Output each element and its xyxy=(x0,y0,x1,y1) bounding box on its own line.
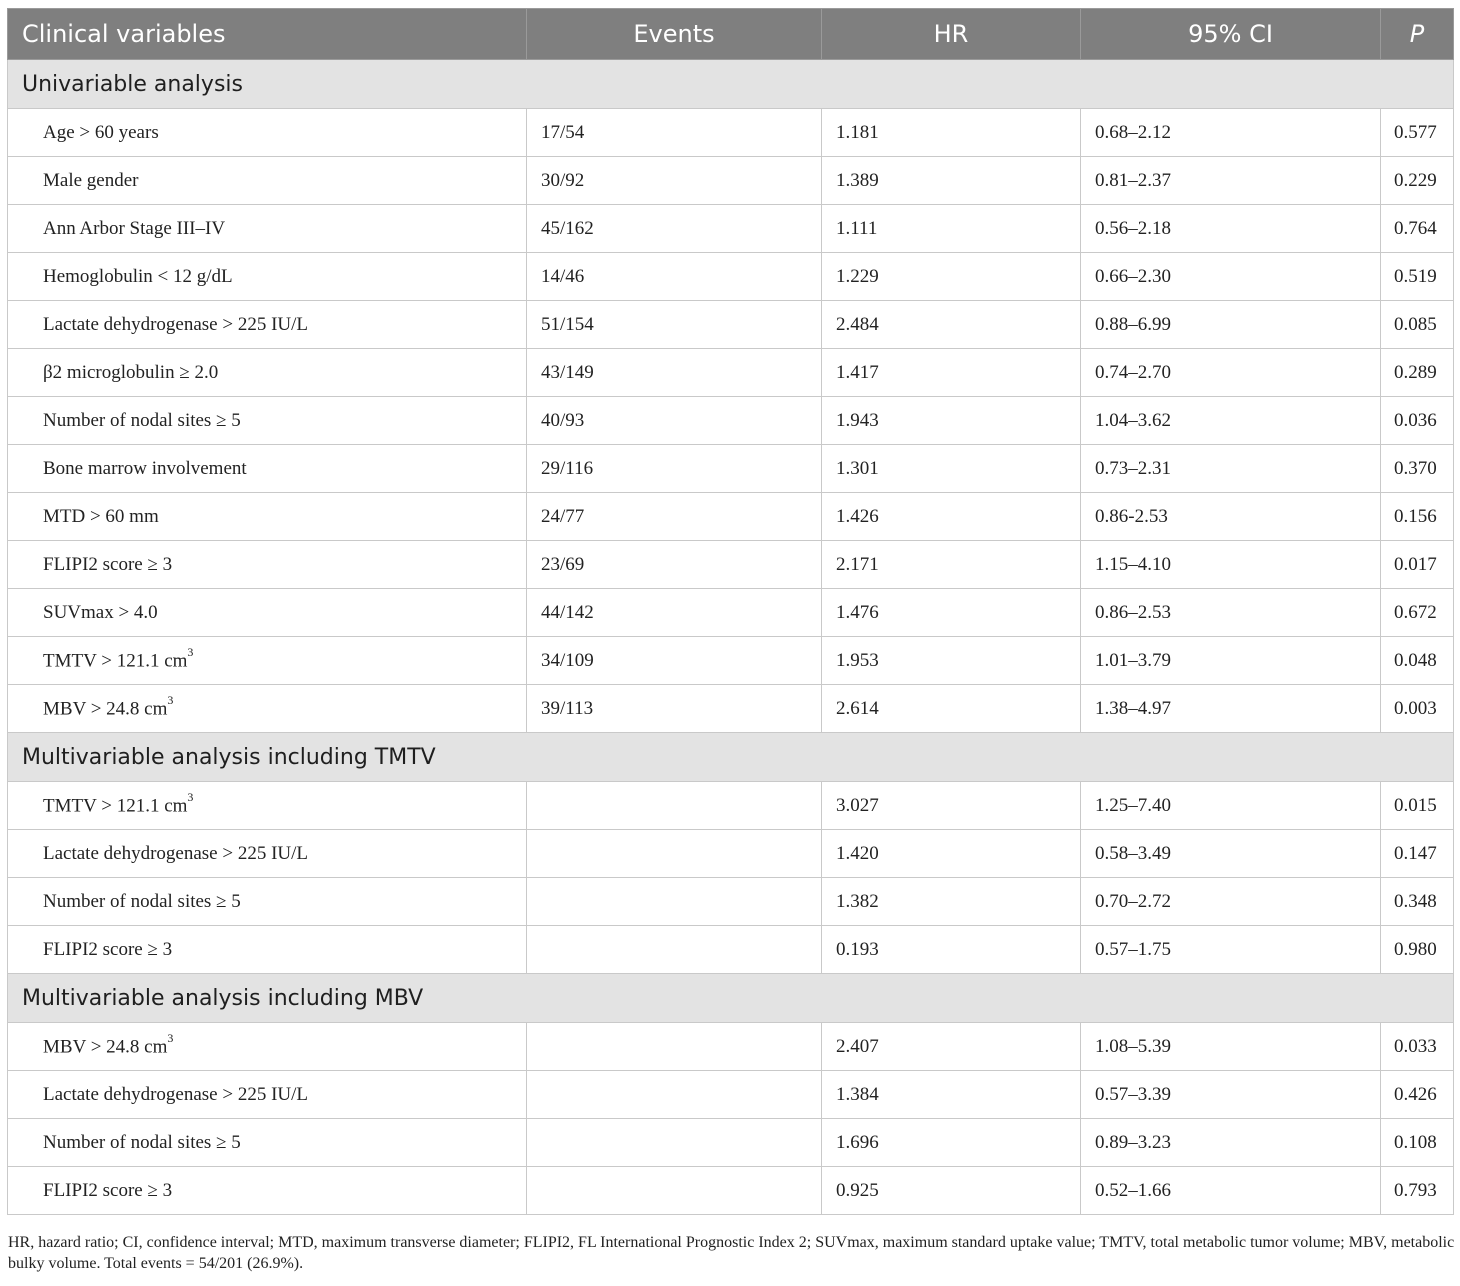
variable-label: Number of nodal sites ≥ 5 xyxy=(43,409,241,431)
cell-events: 34/109 xyxy=(527,637,822,685)
variable-label: Lactate dehydrogenase > 225 IU/L xyxy=(43,313,308,335)
cell-events: 23/69 xyxy=(527,541,822,589)
cell-variable xyxy=(8,205,527,253)
cell-ci: 0.88–6.99 xyxy=(1081,301,1381,349)
cell-ci: 1.04–3.62 xyxy=(1081,397,1381,445)
cell-variable xyxy=(8,685,527,733)
cell-p-value: 0.764 xyxy=(1381,205,1454,253)
unit-superscript: 3 xyxy=(187,645,194,660)
cell-hr: 1.420 xyxy=(822,830,1081,878)
table-header-row xyxy=(8,9,1454,60)
cell-hr: 1.111 xyxy=(822,205,1081,253)
cell-ci: 1.01–3.79 xyxy=(1081,637,1381,685)
cell-p-value: 0.015 xyxy=(1381,782,1454,830)
table-row xyxy=(8,1071,1454,1119)
cell-p-value: 0.519 xyxy=(1381,253,1454,301)
cell-hr: 2.614 xyxy=(822,685,1081,733)
variable-label: Lactate dehydrogenase > 225 IU/L xyxy=(43,842,308,864)
variable-label: FLIPI2 score ≥ 3 xyxy=(43,553,173,575)
cell-ci: 0.73–2.31 xyxy=(1081,445,1381,493)
cell-events xyxy=(527,1071,822,1119)
variable-label: Number of nodal sites ≥ 5 xyxy=(43,1131,241,1153)
variable-label: MTD > 60 mm xyxy=(43,505,159,527)
cell-ci: 0.70–2.72 xyxy=(1081,878,1381,926)
cell-hr: 1.384 xyxy=(822,1071,1081,1119)
cell-hr: 1.382 xyxy=(822,878,1081,926)
cell-variable xyxy=(8,589,527,637)
variable-label: TMTV > 121.1 cm xyxy=(43,795,188,817)
cell-events: 30/92 xyxy=(527,157,822,205)
cell-hr: 2.407 xyxy=(822,1023,1081,1071)
cell-events: 51/154 xyxy=(527,301,822,349)
cell-ci: 0.68–2.12 xyxy=(1081,109,1381,157)
table-body xyxy=(8,60,1454,1215)
cell-hr: 2.484 xyxy=(822,301,1081,349)
section-title: Multivariable analysis including TMTV xyxy=(8,733,1454,782)
variable-label: Bone marrow involvement xyxy=(43,457,247,479)
table-row xyxy=(8,685,1454,733)
cell-p-value: 0.672 xyxy=(1381,589,1454,637)
variable-label: FLIPI2 score ≥ 3 xyxy=(43,1179,173,1201)
cell-p-value: 0.370 xyxy=(1381,445,1454,493)
section-header-row xyxy=(8,974,1454,1023)
header-clinical-variables: Clinical variables xyxy=(8,9,527,60)
cell-hr: 1.696 xyxy=(822,1119,1081,1167)
cell-ci: 0.89–3.23 xyxy=(1081,1119,1381,1167)
cell-variable xyxy=(8,157,527,205)
variable-label: MBV > 24.8 cm xyxy=(43,1036,168,1058)
table-row xyxy=(8,830,1454,878)
cell-events: 45/162 xyxy=(527,205,822,253)
cell-variable xyxy=(8,1119,527,1167)
cell-ci: 1.08–5.39 xyxy=(1081,1023,1381,1071)
cell-variable xyxy=(8,109,527,157)
cell-p-value: 0.980 xyxy=(1381,926,1454,974)
cell-events: 40/93 xyxy=(527,397,822,445)
cell-hr: 0.193 xyxy=(822,926,1081,974)
variable-label: FLIPI2 score ≥ 3 xyxy=(43,938,173,960)
cell-variable xyxy=(8,493,527,541)
cell-events xyxy=(527,830,822,878)
hazard-ratio-table xyxy=(7,8,1454,1215)
cell-variable xyxy=(8,1071,527,1119)
variable-label: Number of nodal sites ≥ 5 xyxy=(43,890,241,912)
cell-ci: 0.52–1.66 xyxy=(1081,1167,1381,1215)
cell-variable xyxy=(8,926,527,974)
table-row xyxy=(8,926,1454,974)
header-hr: HR xyxy=(822,9,1081,60)
cell-events: 39/113 xyxy=(527,685,822,733)
table-row xyxy=(8,493,1454,541)
cell-hr: 1.301 xyxy=(822,445,1081,493)
cell-ci: 0.57–1.75 xyxy=(1081,926,1381,974)
header-p-value: P xyxy=(1381,9,1454,60)
cell-p-value: 0.229 xyxy=(1381,157,1454,205)
cell-ci: 0.58–3.49 xyxy=(1081,830,1381,878)
cell-hr: 1.389 xyxy=(822,157,1081,205)
cell-ci: 1.25–7.40 xyxy=(1081,782,1381,830)
table-row xyxy=(8,541,1454,589)
cell-hr: 1.476 xyxy=(822,589,1081,637)
cell-variable xyxy=(8,878,527,926)
cell-hr: 1.181 xyxy=(822,109,1081,157)
hazard-ratio-table-container xyxy=(7,8,1453,1215)
cell-events xyxy=(527,1119,822,1167)
cell-events: 14/46 xyxy=(527,253,822,301)
cell-p-value: 0.033 xyxy=(1381,1023,1454,1071)
cell-hr: 1.426 xyxy=(822,493,1081,541)
variable-label: Lactate dehydrogenase > 225 IU/L xyxy=(43,1083,308,1105)
variable-label: SUVmax > 4.0 xyxy=(43,601,158,623)
section-title: Multivariable analysis including MBV xyxy=(8,974,1454,1023)
table-row xyxy=(8,301,1454,349)
cell-p-value: 0.577 xyxy=(1381,109,1454,157)
header-95-ci: 95% CI xyxy=(1081,9,1381,60)
variable-label: Age > 60 years xyxy=(43,121,159,143)
cell-events: 43/149 xyxy=(527,349,822,397)
cell-p-value: 0.289 xyxy=(1381,349,1454,397)
cell-hr: 1.943 xyxy=(822,397,1081,445)
table-row xyxy=(8,349,1454,397)
cell-variable xyxy=(8,253,527,301)
cell-p-value: 0.147 xyxy=(1381,830,1454,878)
cell-hr: 1.953 xyxy=(822,637,1081,685)
cell-ci: 1.15–4.10 xyxy=(1081,541,1381,589)
cell-variable xyxy=(8,445,527,493)
table-footnote: HR, hazard ratio; CI, confidence interval; MTD, maximum transverse diameter; FLIPI2, FL International Prognostic Index 2; SUVmax, maximum standard uptake value; TMTV, total metabolic tumor volume; MBV, metabolic bulky volume. Total events = 54/201 (26.9%). xyxy=(8,1234,1455,1272)
cell-variable xyxy=(8,782,527,830)
variable-label: Hemoglobulin < 12 g/dL xyxy=(43,265,233,287)
cell-events xyxy=(527,1167,822,1215)
table-row xyxy=(8,1023,1454,1071)
cell-p-value: 0.348 xyxy=(1381,878,1454,926)
cell-variable xyxy=(8,397,527,445)
cell-variable xyxy=(8,301,527,349)
table-row xyxy=(8,782,1454,830)
cell-variable xyxy=(8,1023,527,1071)
cell-p-value: 0.108 xyxy=(1381,1119,1454,1167)
cell-hr: 1.229 xyxy=(822,253,1081,301)
variable-label: TMTV > 121.1 cm xyxy=(43,650,188,672)
cell-hr: 0.925 xyxy=(822,1167,1081,1215)
cell-ci: 0.57–3.39 xyxy=(1081,1071,1381,1119)
table-row xyxy=(8,397,1454,445)
cell-p-value: 0.793 xyxy=(1381,1167,1454,1215)
cell-ci: 0.81–2.37 xyxy=(1081,157,1381,205)
cell-variable xyxy=(8,1167,527,1215)
cell-ci: 0.86-2.53 xyxy=(1081,493,1381,541)
cell-p-value: 0.085 xyxy=(1381,301,1454,349)
cell-events xyxy=(527,1023,822,1071)
cell-hr: 1.417 xyxy=(822,349,1081,397)
cell-ci: 1.38–4.97 xyxy=(1081,685,1381,733)
cell-ci: 0.66–2.30 xyxy=(1081,253,1381,301)
variable-label: Ann Arbor Stage III–IV xyxy=(43,217,226,239)
section-header-row xyxy=(8,60,1454,109)
table-row xyxy=(8,1119,1454,1167)
cell-p-value: 0.156 xyxy=(1381,493,1454,541)
table-row xyxy=(8,157,1454,205)
cell-ci: 0.86–2.53 xyxy=(1081,589,1381,637)
cell-events: 44/142 xyxy=(527,589,822,637)
cell-variable xyxy=(8,541,527,589)
cell-variable xyxy=(8,637,527,685)
cell-events xyxy=(527,782,822,830)
table-row xyxy=(8,253,1454,301)
cell-variable xyxy=(8,349,527,397)
section-title: Univariable analysis xyxy=(8,60,1454,109)
table-row xyxy=(8,1167,1454,1215)
table-row xyxy=(8,205,1454,253)
cell-p-value: 0.036 xyxy=(1381,397,1454,445)
cell-events: 24/77 xyxy=(527,493,822,541)
table-row xyxy=(8,445,1454,493)
table-row xyxy=(8,109,1454,157)
cell-hr: 2.171 xyxy=(822,541,1081,589)
cell-p-value: 0.003 xyxy=(1381,685,1454,733)
unit-superscript: 3 xyxy=(187,790,194,805)
table-row xyxy=(8,589,1454,637)
variable-label: MBV > 24.8 cm xyxy=(43,698,168,720)
header-events: Events xyxy=(527,9,822,60)
cell-events xyxy=(527,926,822,974)
variable-label: β2 microglobulin ≥ 2.0 xyxy=(43,361,219,383)
variable-label: Male gender xyxy=(43,169,139,191)
cell-variable xyxy=(8,830,527,878)
table-row xyxy=(8,637,1454,685)
cell-ci: 0.74–2.70 xyxy=(1081,349,1381,397)
unit-superscript: 3 xyxy=(167,1031,174,1046)
cell-events: 29/116 xyxy=(527,445,822,493)
cell-hr: 3.027 xyxy=(822,782,1081,830)
table-row xyxy=(8,878,1454,926)
section-header-row xyxy=(8,733,1454,782)
cell-p-value: 0.017 xyxy=(1381,541,1454,589)
cell-events: 17/54 xyxy=(527,109,822,157)
unit-superscript: 3 xyxy=(167,693,174,708)
cell-p-value: 0.048 xyxy=(1381,637,1454,685)
cell-ci: 0.56–2.18 xyxy=(1081,205,1381,253)
cell-events xyxy=(527,878,822,926)
cell-p-value: 0.426 xyxy=(1381,1071,1454,1119)
